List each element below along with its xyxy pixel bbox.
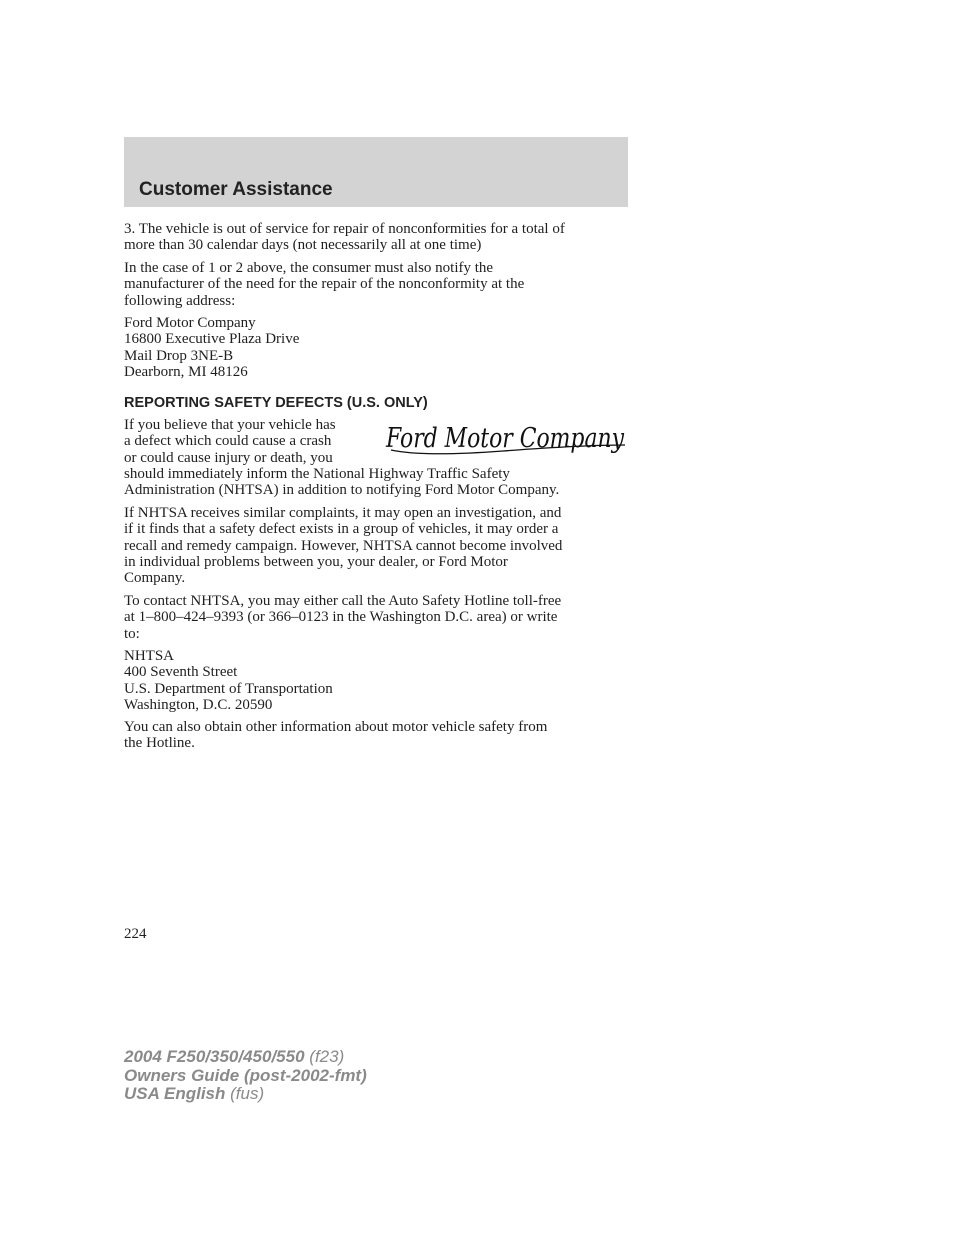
text-line: at 1–800–424–9393 (or 366–0123 in the Washington D.C. area) or write bbox=[124, 609, 558, 626]
address-line: Ford Motor Company bbox=[124, 315, 256, 331]
text-line: the Hotline. bbox=[124, 735, 195, 752]
text-line: To contact NHTSA, you may either call the Auto Safety Hotline toll-free bbox=[124, 593, 562, 609]
text-line: If you believe that your vehicle has bbox=[124, 417, 336, 433]
paragraph-nonconformity-days bbox=[124, 221, 634, 254]
text-line: in individual problems between you, your dealer, or Ford Motor bbox=[124, 553, 508, 570]
text-line: In the case of 1 or 2 above, the consumer must also notify the bbox=[124, 260, 494, 276]
paragraph-hotline-info bbox=[124, 719, 634, 752]
address-line: Washington, D.C. 20590 bbox=[124, 696, 273, 713]
logo-script-text: Ford Motor Company bbox=[385, 423, 625, 454]
text-line: more than 30 calendar days (not necessarily all at one time) bbox=[124, 237, 482, 254]
document-footer bbox=[124, 1048, 367, 1104]
subheading-safety-defects: REPORTING SAFETY DEFECTS (U.S. ONLY) bbox=[124, 395, 428, 411]
paragraph-contact-nhtsa bbox=[124, 593, 634, 642]
text-line: following address: bbox=[124, 292, 236, 309]
text-line: manufacturer of the need for the repair of the nonconformity at the bbox=[124, 276, 525, 293]
footer-line-language bbox=[124, 1085, 367, 1104]
text-line: to: bbox=[124, 625, 140, 642]
text-line: If NHTSA receives similar complaints, it may open an investigation, and bbox=[124, 505, 562, 521]
ford-address-block bbox=[124, 315, 634, 380]
ford-motor-company-logo bbox=[383, 417, 629, 463]
footer-language: USA English bbox=[124, 1084, 226, 1103]
nhtsa-address-block bbox=[124, 648, 634, 713]
paragraph-believe-defect-wrapped bbox=[124, 417, 374, 466]
footer-line-model bbox=[124, 1048, 367, 1067]
footer-guide: Owners Guide (post-2002-fmt) bbox=[124, 1065, 367, 1085]
footer-line-guide bbox=[124, 1067, 367, 1086]
text-line: You can also obtain other information about motor vehicle safety from bbox=[124, 719, 548, 735]
section-title: Customer Assistance bbox=[139, 179, 333, 200]
footer-model: 2004 F250/350/450/550 bbox=[124, 1047, 305, 1066]
text-line: Administration (NHTSA) in addition to notifying Ford Motor Company. bbox=[124, 482, 560, 499]
page-number: 224 bbox=[124, 926, 147, 942]
address-line: Dearborn, MI 48126 bbox=[124, 363, 248, 380]
address-line: NHTSA bbox=[124, 648, 175, 664]
footer-model-code: (f23) bbox=[309, 1047, 345, 1066]
paragraph-inform-nhtsa bbox=[124, 466, 634, 499]
address-line: Mail Drop 3NE-B bbox=[124, 347, 234, 364]
text-line: should immediately inform the National Highway Traffic Safety bbox=[124, 466, 510, 482]
text-line: or could cause injury or death, you bbox=[124, 449, 333, 466]
address-line: U.S. Department of Transportation bbox=[124, 680, 333, 697]
footer-language-code: (fus) bbox=[230, 1084, 265, 1103]
address-line: 16800 Executive Plaza Drive bbox=[124, 331, 300, 348]
text-line: if it finds that a safety defect exists in a group of vehicles, it may order a bbox=[124, 521, 559, 538]
text-line: recall and remedy campaign. However, NHTSA cannot become involved bbox=[124, 537, 563, 554]
text-line: a defect which could cause a crash bbox=[124, 433, 332, 450]
text-line: Company. bbox=[124, 570, 186, 587]
text-line: 3. The vehicle is out of service for repair of nonconformities for a total of bbox=[124, 221, 565, 237]
section-header-bar bbox=[124, 137, 628, 207]
paragraph-notify-manufacturer bbox=[124, 260, 634, 309]
paragraph-nhtsa-investigation bbox=[124, 505, 634, 586]
address-line: 400 Seventh Street bbox=[124, 664, 238, 681]
